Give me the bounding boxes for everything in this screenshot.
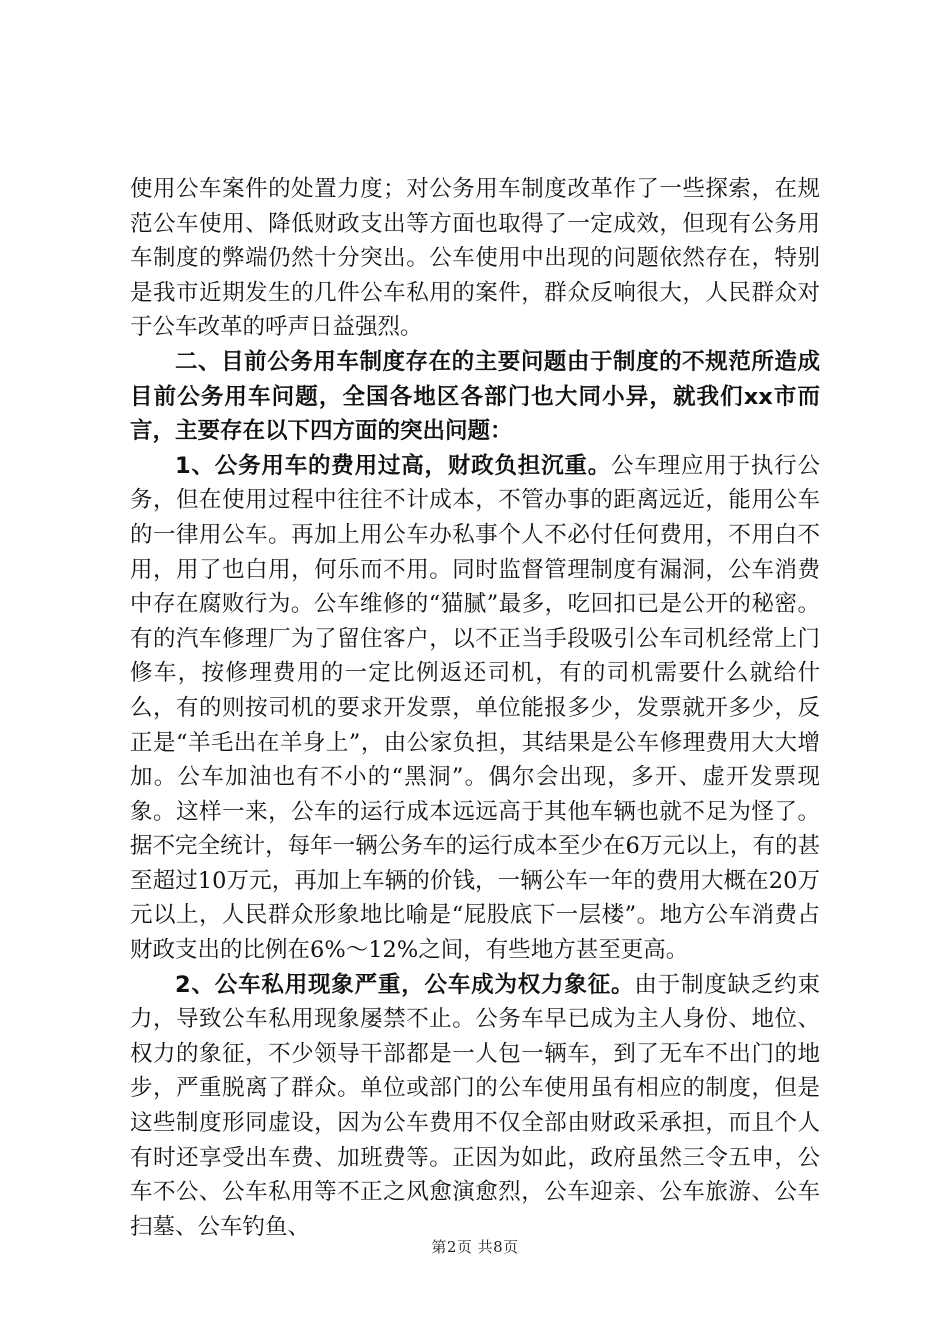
paragraph-1-text: 使用公车案件的处置力度；对公务用车制度改革作了一些探索，在规范公车使用、降低财政支出等方面也取得了一定成效，但现有公务用车制度的弊端仍然十分突出。公车使用中出现的问题依然存在，特别是我市近期发生的几件公车私用的案件，群众反响很大，人民群众对于公车改革的呼声日益强烈。 [130, 176, 820, 341]
paragraph-point-1 [130, 449, 820, 968]
section-heading-2-text: 二、目前公务用车制度存在的主要问题由于制度的不规范所造成目前公务用车问题，全国各地区各部门也大同小异，就我们xx市而言，主要存在以下四方面的突出问题： [130, 348, 820, 445]
point-2-lead: 2、公车私用现象严重，公车成为权力象征。 [175, 971, 635, 998]
page-footer [0, 1236, 950, 1257]
point-1-text: 公车理应用于执行公务，但在使用过程中往往不计成本，不管办事的距离远近，能用公车的一律用公车。再加上用公车办私事个人不必付任何费用，不用白不用，用了也白用，何乐而不用。同时监督管理制度有漏洞，公车消费中存在腐败行为。公车维修的“猫腻”最多，吃回扣已是公开的秘密。有的汽车修理厂为了留住客户，以不正当手段吸引公车司机经常上门修车，按修理费用的一定比例返还司机，有的司机需要什么就给什么，有的则按司机的要求开发票，单位能报多少，发票就开多少，反正是“羊毛出在羊身上”，由公家负担，其结果是公车修理费用大大增加。公车加油也有不小的“黑洞”。偶尔会出现，多开、虚开发票现象。这样一来，公车的运行成本远远高于其他车辆也就不足为怪了。据不完全统计，每年一辆公务车的运行成本至少在6万元以上，有的甚至超过10万元，再加上车辆的价钱，一辆公车一年的费用大概在20万元以上，人民群众形象地比喻是“屁股底下一层楼”。地方公车消费占财政支出的比例在6%～12%之间，有些地方甚至更高。 [130, 452, 820, 964]
page-number-label: 第2页 共8页 [431, 1238, 519, 1256]
paragraph-point-2 [130, 968, 820, 1245]
paragraph-1 [130, 172, 820, 345]
point-2-text: 由于制度缺乏约束力，导致公车私用现象屡禁不止。公务车早已成为主人身份、地位、权力的象征，不少领导干部都是一人包一辆车，到了无车不出门的地步，严重脱离了群众。单位或部门的公车使用虽有相应的制度，但是这些制度形同虚设，因为公车费用不仅全部由财政采承担，而且个人有时还享受出车费、加班费等。正因为如此，政府虽然三令五申，公车不公、公车私用等不正之风愈演愈烈，公车迎亲、公车旅游、公车扫墓、公车钓鱼、 [130, 971, 820, 1240]
document-body [130, 172, 820, 1244]
point-1-lead: 1、公务用车的费用过高，财政负担沉重。 [175, 452, 612, 479]
section-heading-2 [130, 345, 820, 449]
